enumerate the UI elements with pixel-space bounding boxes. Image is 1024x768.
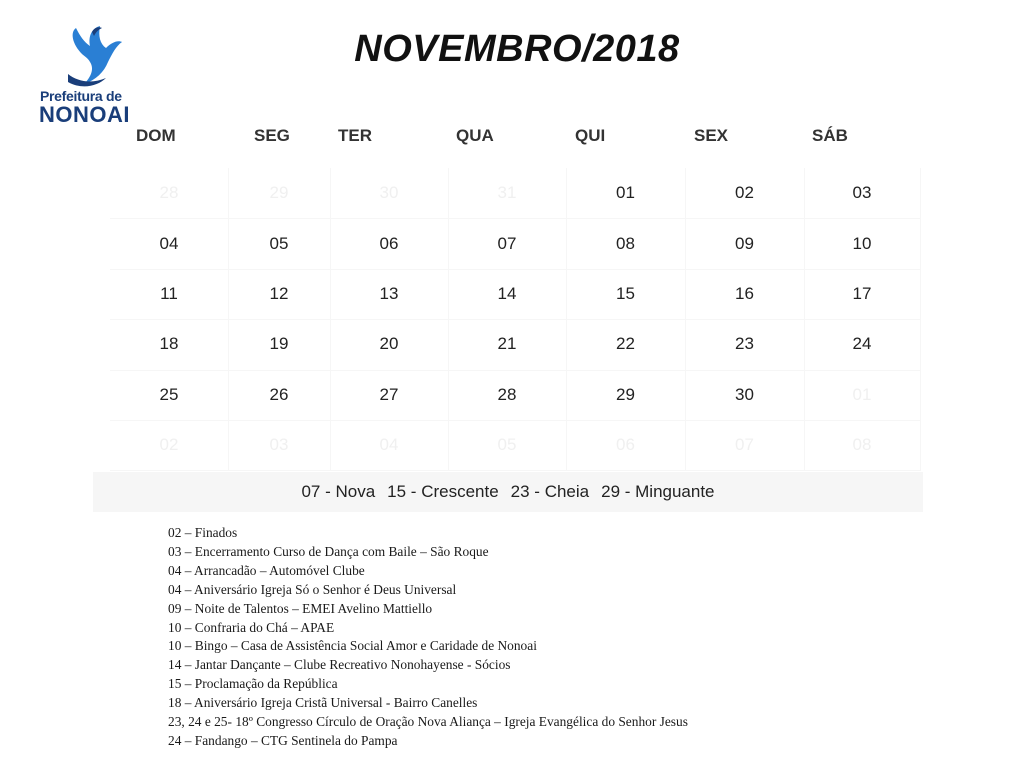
calendar-day: 19 [228,319,331,370]
calendar-day: 28 [448,370,567,421]
moon-phase: 15 - Crescente [387,482,499,501]
event-item: 23, 24 e 25- 18º Congresso Círculo de Oração Nova Aliança – Igreja Evangélica do Senhor Jesus [168,714,688,730]
calendar-day: 02 [685,168,805,219]
weekday-sex: SEX [694,126,729,145]
calendar-day: 10 [804,218,921,269]
calendar-day: 07 [448,218,567,269]
event-item: 04 – Aniversário Igreja Só o Senhor é Deus Universal [168,581,457,597]
calendar-day: 24 [804,319,921,370]
calendar-day: 14 [448,269,567,320]
calendar-day: 16 [685,269,805,320]
calendar-day-outside-month: 29 [228,168,331,219]
calendar-day-outside-month: 30 [330,168,449,219]
calendar-day-outside-month: 28 [110,168,229,219]
page-title: NOVEMBRO/2018 [354,28,680,70]
events-list [168,524,948,751]
weekday-header [0,126,1024,148]
event-item: 02 – Finados [168,525,238,540]
calendar-day: 11 [110,269,229,320]
calendar-day: 30 [685,370,805,421]
calendar-day: 13 [330,269,449,320]
calendar-day: 22 [566,319,686,370]
calendar-day: 20 [330,319,449,370]
event-item: 09 – Noite de Talentos – EMEI Avelino Mattiello [168,600,433,616]
calendar-day: 26 [228,370,331,421]
weekday-qui: QUI [575,126,606,145]
calendar-day-outside-month: 02 [110,420,229,471]
calendar-day: 08 [566,218,686,269]
calendar-day-outside-month: 04 [330,420,449,471]
moon-phases-bar [93,472,923,512]
calendar-day-outside-month: 07 [685,420,805,471]
event-item: 03 – Encerramento Curso de Dança com Baile – São Roque [168,543,489,559]
weekday-ter: TER [338,126,372,145]
calendar-day: 21 [448,319,567,370]
weekday-seg: SEG [254,126,290,145]
calendar-day: 03 [804,168,921,219]
moon-phase: 07 - Nova [301,482,376,501]
event-item: 15 – Proclamação da República [168,676,338,692]
calendar-day: 05 [228,218,331,269]
calendar-day: 29 [566,370,686,421]
calendar-day-outside-month: 31 [448,168,567,219]
calendar-day: 15 [566,269,686,320]
event-item: 18 – Aniversário Igreja Cristã Universal - Bairro Canelles [168,695,478,711]
logo-subtitle: Prefeitura de [40,88,122,104]
calendar-day-outside-month: 03 [228,420,331,471]
calendar-day: 17 [804,269,921,320]
calendar-day: 01 [566,168,686,219]
calendar-day: 06 [330,218,449,269]
calendar-day-outside-month: 08 [804,420,921,471]
calendar-day: 12 [228,269,331,320]
calendar-day: 09 [685,218,805,269]
weekday-qua: QUA [456,126,494,145]
calendar-day: 23 [685,319,805,370]
calendar-day-outside-month: 01 [804,370,921,421]
calendar-day-outside-month: 06 [566,420,686,471]
event-item: 10 – Bingo – Casa de Assistência Social Amor e Caridade de Nonoai [168,638,537,654]
weekday-dom: DOM [136,126,176,145]
event-item: 24 – Fandango – CTG Sentinela do Pampa [168,732,398,748]
weekday-sab: SÁB [812,126,848,145]
calendar-day-outside-month: 05 [448,420,567,471]
calendar-day: 27 [330,370,449,421]
event-item: 10 – Confraria do Chá – APAE [168,619,335,635]
moon-phase: 29 - Minguante [601,482,715,501]
calendar-day: 18 [110,319,229,370]
moon-phase: 23 - Cheia [510,482,590,501]
logo-name: NONOAI [39,102,130,127]
calendar-day: 04 [110,218,229,269]
event-item: 14 – Jantar Dançante – Clube Recreativo Nonohayense - Sócios [168,657,511,673]
event-item: 04 – Arrancadão – Automóvel Clube [168,562,365,578]
calendar-day: 25 [110,370,229,421]
